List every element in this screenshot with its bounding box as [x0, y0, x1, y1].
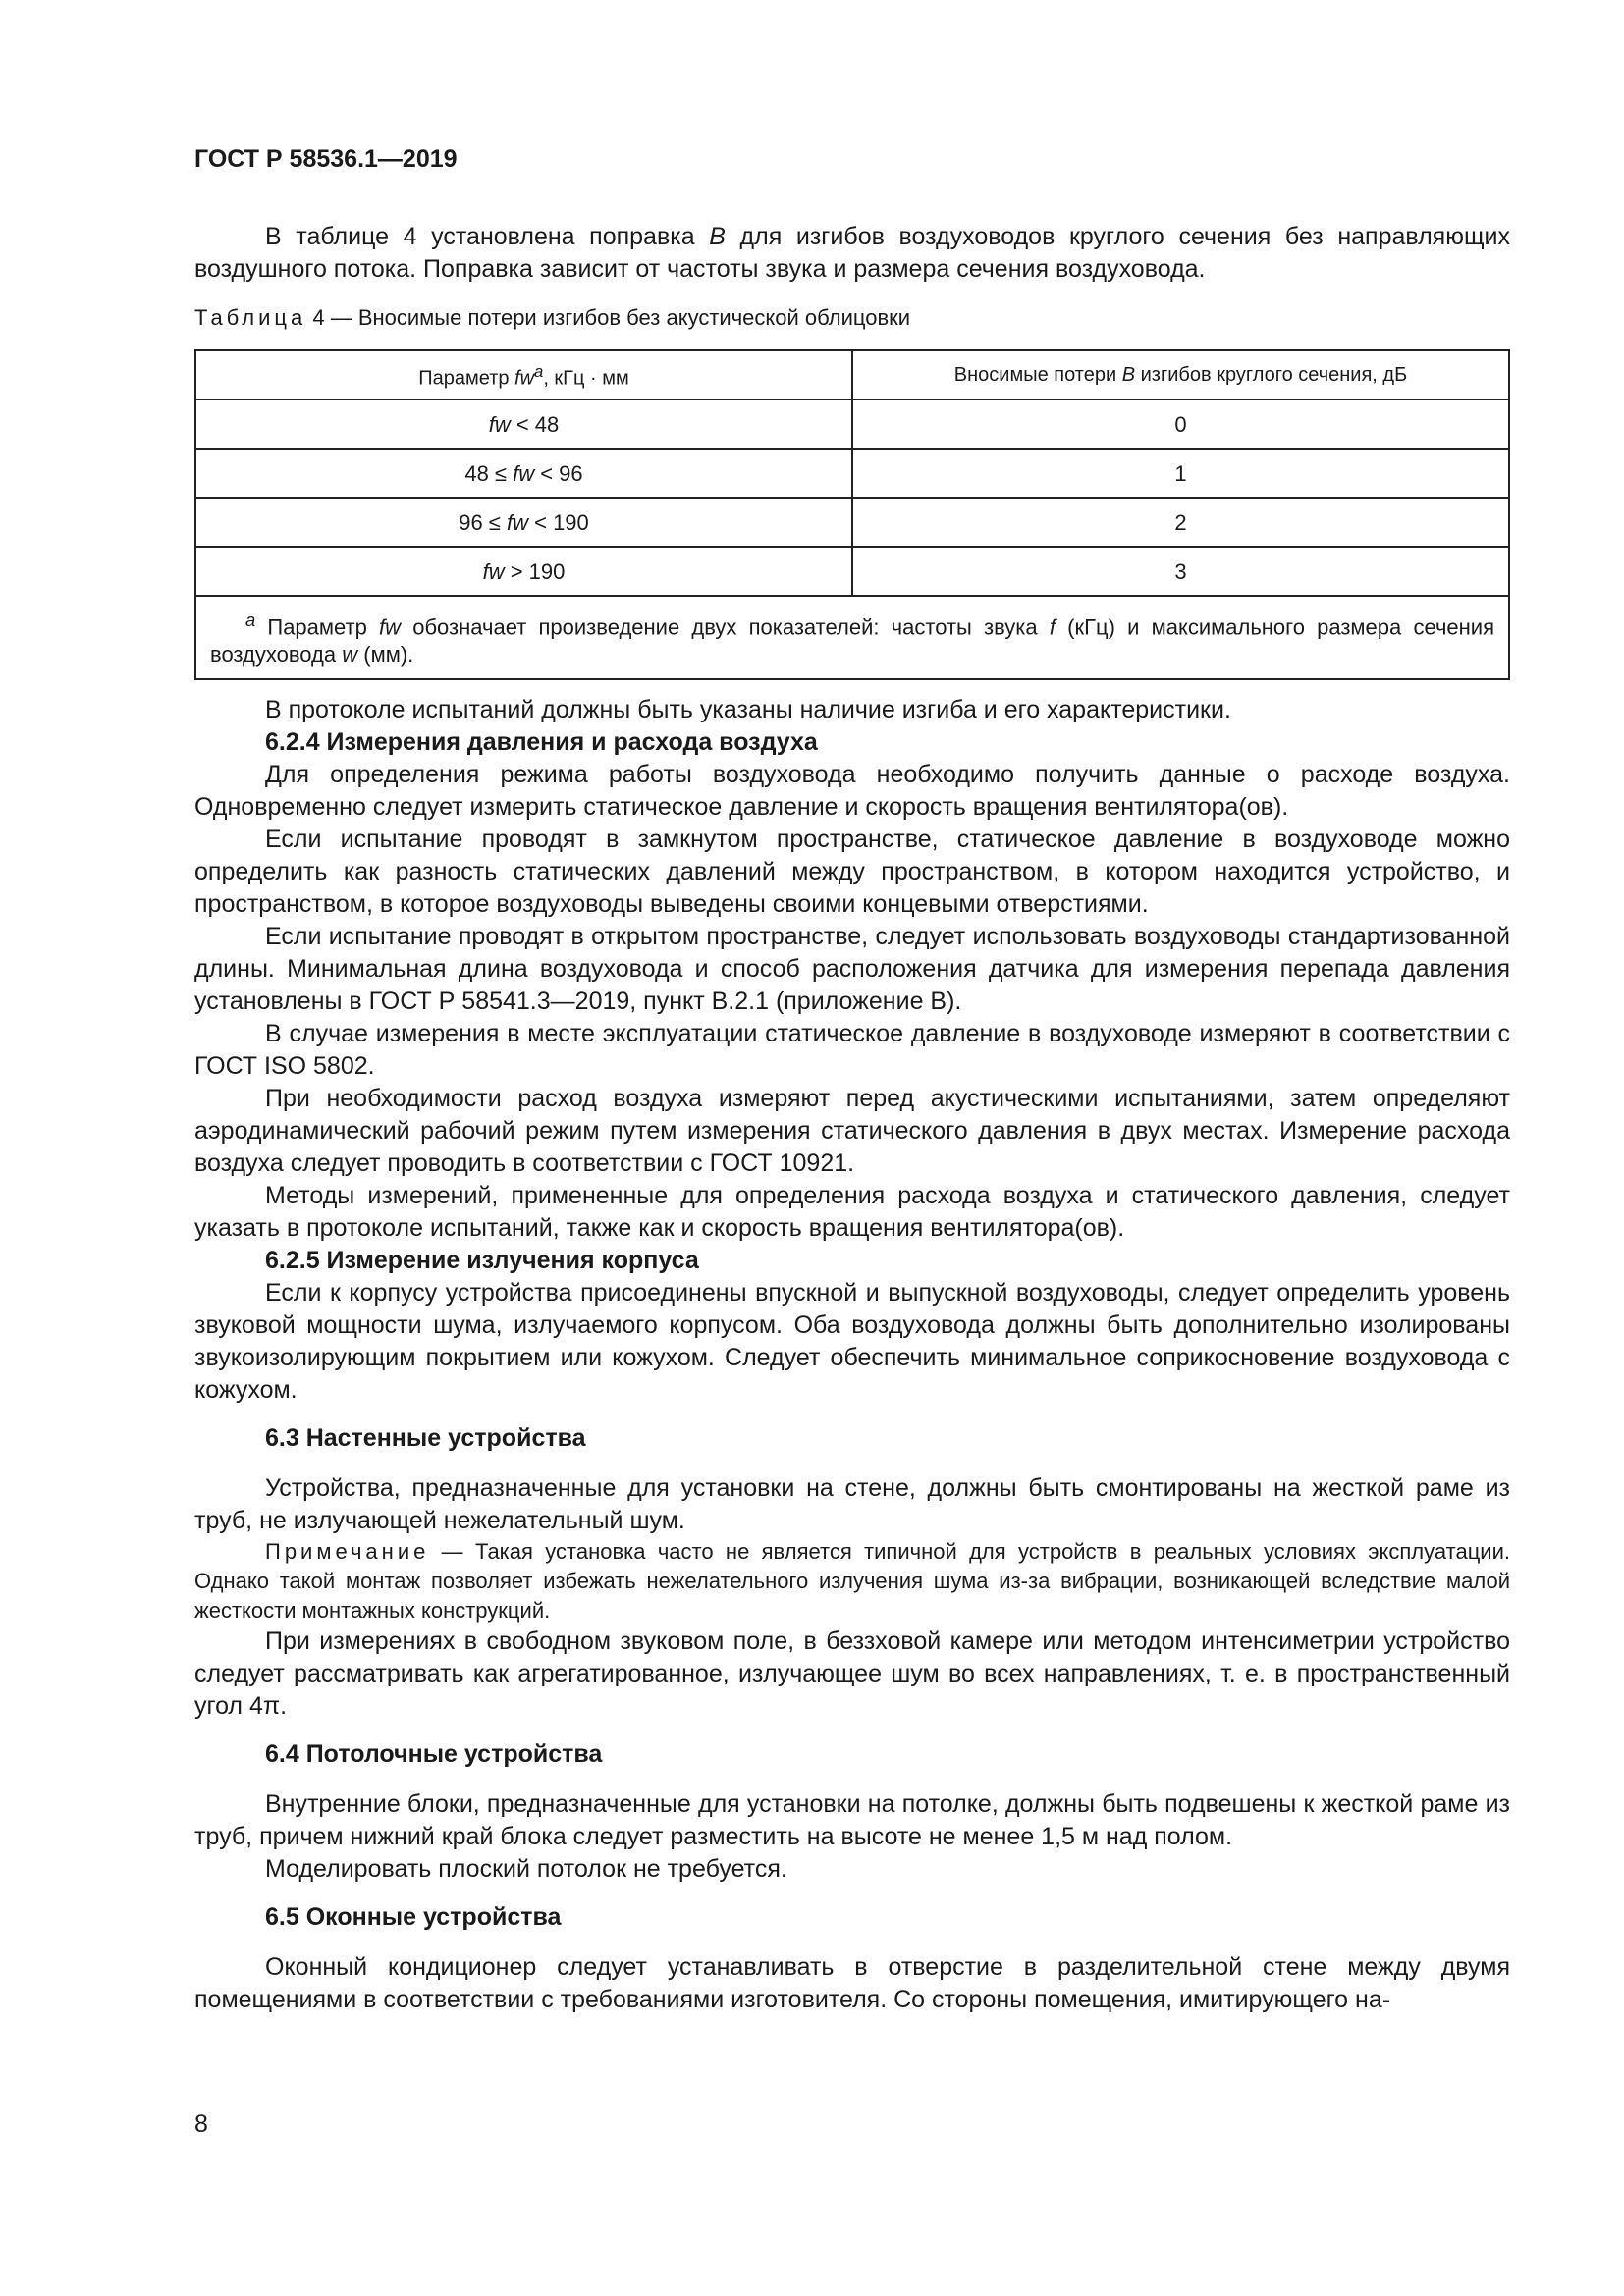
intro-paragraph: В таблице 4 установлена поправка B для изгибов воздуховодов круглого сечения без направляющих воздушного потока. Поправка зависит от частоты звука и размера сечения воздуховода. — [194, 223, 1510, 283]
section-6-5-heading: 6.5 Оконные устройства — [265, 1903, 562, 1932]
section-6-3-heading: 6.3 Настенные устройства — [265, 1424, 586, 1453]
table-footnote: $^a$ Параметр fw обозначает произведение двух показателей: частоты звука f (кГц) и максимального размера сечения воздуховода w (мм). — [195, 596, 1509, 679]
paragraph: Методы измерений, примененные для определения расхода воздуха и статического давления, следует указать в протоколе испытаний, также как и скорость вращения вентилятора(ов). — [194, 1182, 1510, 1243]
paragraph: При необходимости расход воздуха измеряют перед акустическими испытаниями, затем определяют аэродинамический рабочий режим путем измерения статического давления в двух местах. Измерение расхода воздуха следует проводить в соответствии с ГОСТ 10921. — [194, 1085, 1510, 1178]
table-footnote-row — [195, 596, 1509, 679]
table-cell-parameter: fw > 190 — [195, 547, 852, 596]
table-row — [195, 498, 1509, 547]
table-cell-value: 2 — [852, 498, 1509, 547]
paragraph: Если испытание проводят в открытом пространстве, следует использовать воздуховоды стандартизованной длины. Минимальная длина воздуховода и способ расположения датчика для измерения перепада давления установлены в ГОСТ Р 58541.3—2019, пункт В.2.1 (приложение В). — [194, 923, 1510, 1016]
page-number: 8 — [194, 2110, 208, 2138]
table-cell-value: 3 — [852, 547, 1509, 596]
table-cell-parameter: 96 ≤ fw < 190 — [195, 498, 852, 547]
paragraph: Для определения режима работы воздуховода необходимо получить данные о расходе воздуха. Одновременно следует измерить статическое давление и скорость вращения вентилятора(ов). — [194, 761, 1510, 822]
table-cell-parameter: 48 ≤ fw < 96 — [195, 449, 852, 498]
paragraph: Моделировать плоский потолок не требуется. — [265, 1855, 787, 1884]
paragraph: Если испытание проводят в замкнутом пространстве, статическое давление в воздуховоде можно определить как разность статических давлений между пространством, в котором находится устройство, и пространством, в которое воздуховоды выведены своими концевыми отверстиями. — [194, 826, 1510, 919]
protocol-paragraph: В протоколе испытаний должны быть указаны наличие изгиба и его характеристики. — [265, 696, 1231, 724]
paragraph: Устройства, предназначенные для установки на стене, должны быть смонтированы на жесткой раме из труб, не излучающей нежелательный шум. — [194, 1474, 1510, 1535]
standard-code-header: ГОСТ Р 58536.1—2019 — [194, 145, 458, 173]
table-row — [195, 449, 1509, 498]
insertion-loss-table — [194, 349, 1510, 680]
section-6-2-4-heading: 6.2.4 Измерения давления и расхода воздуха — [265, 728, 818, 757]
table-cell-value: 0 — [852, 400, 1509, 449]
column-header-parameter: Параметр $fw^a$, кГц · мм — [195, 350, 852, 400]
paragraph: Если к корпусу устройства присоединены впускной и выпускной воздуховоды, следует определить уровень звуковой мощности шума, излучаемого корпусом. Оба воздуховода должны быть дополнительно изолированы звукоизолирующим покрытием или кожухом. Следует обеспечить минимальное соприкосновение воздуховода с кожухом. — [194, 1279, 1510, 1405]
note-paragraph: Примечание — Такая установка часто не является типичной для устройств в реальных условиях эксплуатации. Однако такой монтаж позволяет избежать нежелательного излучения шума из-за вибрации, возникающей вследствие малой жесткости монтажных конструкций. — [194, 1539, 1510, 1624]
table-row — [195, 400, 1509, 449]
paragraph: Оконный кондиционер следует устанавливать в отверстие в разделительной стене между двумя помещениями в соответствии с требованиями изготовителя. Со стороны помещения, имитирующего на- — [194, 1953, 1510, 2014]
table-row — [195, 547, 1509, 596]
page-content — [194, 221, 1510, 2016]
column-header-insertion-loss: Вносимые потери B изгибов круглого сечения, дБ — [852, 350, 1509, 400]
section-6-2-5-heading: 6.2.5 Измерение излучения корпуса — [265, 1247, 699, 1275]
section-6-4-heading: 6.4 Потолочные устройства — [265, 1740, 603, 1769]
table-cell-value: 1 — [852, 449, 1509, 498]
paragraph: При измерениях в свободном звуковом поле, в беззховой камере или методом интенсиметрии устройство следует рассматривать как агрегатированное, излучающее шум во всех направлениях, т. е. в пространственный угол 4π. — [194, 1628, 1510, 1721]
paragraph: Внутренние блоки, предназначенные для установки на потолке, должны быть подвешены к жесткой раме из труб, причем нижний край блока следует разместить на высоте не менее 1,5 м над полом. — [194, 1790, 1510, 1851]
table-caption: Таблица 4 — Вносимые потери изгибов без акустической облицовки — [194, 305, 911, 330]
table-header-row — [195, 350, 1509, 400]
paragraph: В случае измерения в месте эксплуатации статическое давление в воздуховоде измеряют в соответствии с ГОСТ ISO 5802. — [194, 1020, 1510, 1081]
table-cell-parameter: fw < 48 — [195, 400, 852, 449]
